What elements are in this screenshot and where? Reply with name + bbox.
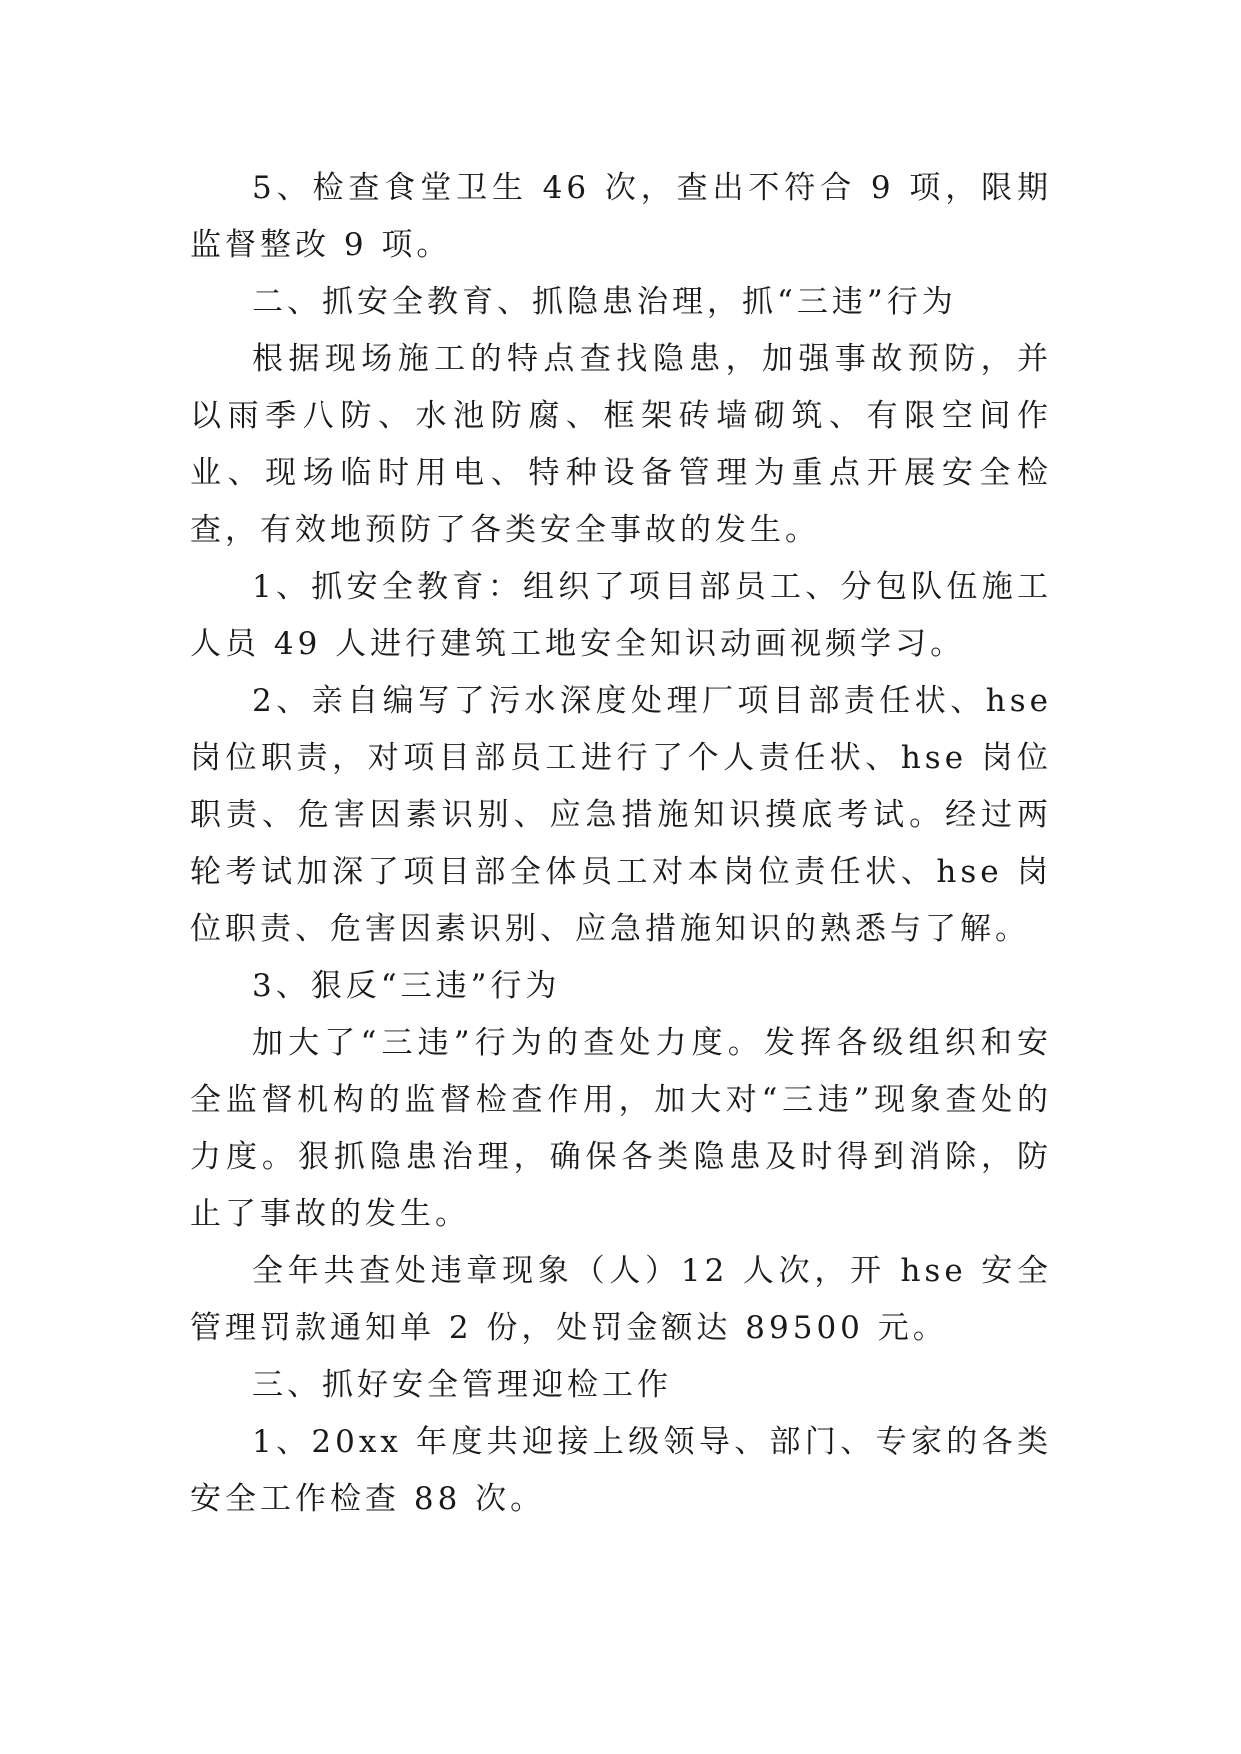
paragraph-penalty-summary: 全年共查处违章现象（人）12 人次，开 hse 安全管理罚款通知单 2 份，处罚金额达 89500 元。 [190,1253,1052,1346]
heading-three-violations: 3、狠反“三违”行为 [252,968,561,1004]
paragraph-inspection-count: 1、20xx 年度共迎接上级领导、部门、专家的各类安全工作检查 88 次。 [190,1424,1052,1517]
document-body [190,160,1052,1528]
heading-safety-education: 二、抓安全教育、抓隐患治理，抓“三违”行为 [252,284,957,320]
paragraph-safety-education: 1、抓安全教育：组织了项目部员工、分包队伍施工人员 49 人进行建筑工地安全知识动画视频学习。 [190,569,1052,662]
paragraph-canteen-inspection: 5、检查食堂卫生 46 次，查出不符合 9 项，限期监督整改 9 项。 [190,170,1052,263]
paragraph-hazard-investigation: 根据现场施工的特点查找隐患，加强事故预防，并以雨季八防、水池防腐、框架砖墙砌筑、有限空间作业、现场临时用电、特种设备管理为重点开展安全检查，有效地预防了各类安全事故的发生。 [190,341,1052,548]
heading-inspection-work: 三、抓好安全管理迎检工作 [252,1367,672,1403]
paragraph-violation-enforcement: 加大了“三违”行为的查处力度。发挥各级组织和安全监督机构的监督检查作用，加大对“三违”现象查处的力度。狠抓隐患治理，确保各类隐患及时得到消除，防止了事故的发生。 [190,1025,1052,1232]
paragraph-responsibility-exam: 2、亲自编写了污水深度处理厂项目部责任状、hse 岗位职责，对项目部员工进行了个人责任状、hse 岗位职责、危害因素识别、应急措施知识摸底考试。经过两轮考试加深了项目部全体员工对本岗位责任状、hse 岗位职责、危害因素识别、应急措施知识的熟悉与了解。 [190,683,1052,947]
